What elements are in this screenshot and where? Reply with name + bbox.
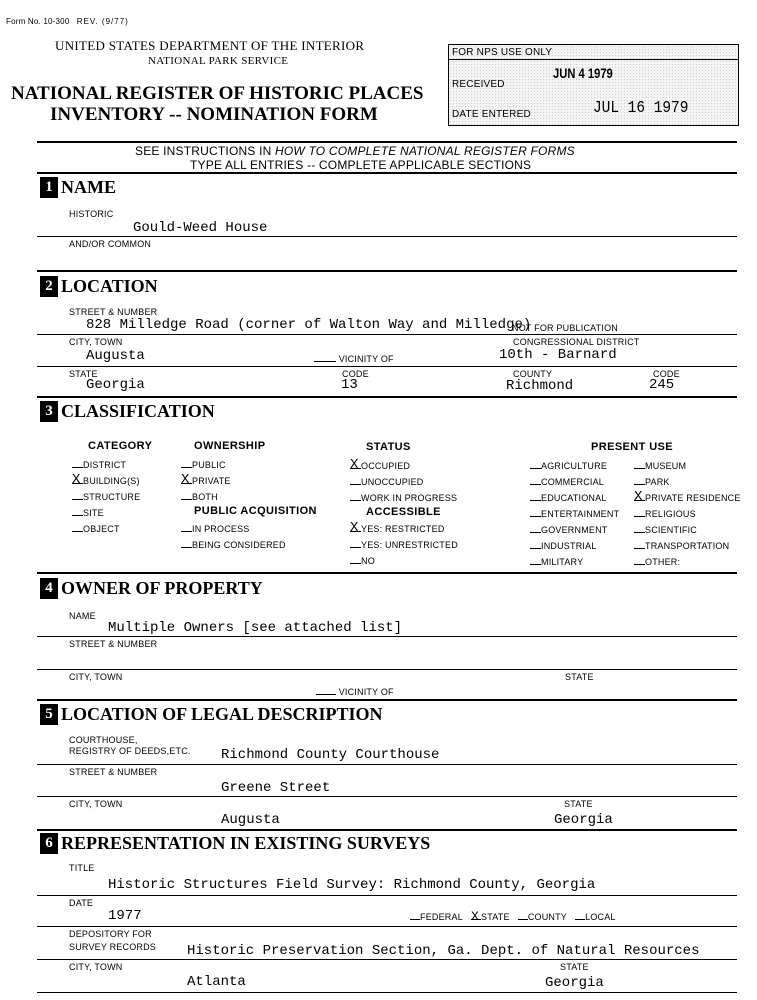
present-use-heading: PRESENT USE	[591, 441, 674, 453]
depository-value: Historic Preservation Section, Ga. Dept. of Natural Resources	[187, 943, 700, 959]
county-value: Richmond	[506, 378, 574, 394]
classification-status-item	[350, 493, 457, 503]
state-option: STATE	[481, 912, 510, 922]
county-code-label: CODE	[653, 369, 680, 379]
federal-option: FEDERAL	[420, 912, 463, 922]
owner-name-label: NAME	[69, 611, 96, 621]
survey-level-options	[410, 909, 616, 924]
state-code-value: 13	[341, 377, 358, 393]
classification-label: MUSEUM	[645, 461, 687, 471]
county-label: COUNTY	[513, 369, 553, 379]
classification-acq-item	[181, 540, 286, 550]
instructions-line2: TYPE ALL ENTRIES -- COMPLETE APPLICABLE SECTIONS	[190, 158, 532, 172]
classification-label: TRANSPORTATION	[645, 541, 730, 551]
owner-state-label: STATE	[565, 672, 594, 682]
date-entered-label: DATE ENTERED	[452, 109, 531, 120]
not-for-publication: NOT FOR PUBLICATION	[512, 323, 618, 333]
category-heading: CATEGORY	[88, 440, 153, 452]
classification-use1-item	[530, 541, 597, 551]
classification-label: YES: UNRESTRICTED	[361, 540, 458, 550]
classification-use1-item	[530, 493, 607, 503]
owner-street-label: STREET & NUMBER	[69, 639, 158, 649]
classification-label: EDUCATIONAL	[541, 493, 607, 503]
local-option: LOCAL	[585, 912, 616, 922]
checkbox-blank	[72, 499, 83, 500]
check-mark: X	[72, 472, 81, 488]
classification-label: GOVERNMENT	[541, 525, 608, 535]
county-code-value: 245	[649, 377, 675, 393]
classification-use2-item	[634, 461, 686, 471]
department-name: UNITED STATES DEPARTMENT OF THE INTERIOR	[55, 38, 365, 53]
checkbox-blank	[530, 564, 541, 565]
classification-label: OTHER:	[645, 557, 681, 567]
classification-acq-item	[181, 524, 250, 534]
classification-label: ENTERTAINMENT	[541, 509, 620, 519]
classification-use1-item	[530, 557, 583, 567]
check-mark: X	[350, 457, 359, 473]
checkbox-blank	[634, 532, 645, 533]
historic-value: Gould-Weed House	[133, 220, 268, 236]
survey-date-label: DATE	[69, 898, 94, 908]
survey-records-label: SURVEY RECORDS	[69, 942, 156, 952]
legal-city-value: Augusta	[221, 812, 280, 828]
classification-label: OBJECT	[83, 524, 120, 534]
classification-label: DISTRICT	[83, 460, 127, 470]
checkbox-blank	[181, 467, 192, 468]
classification-label: WORK IN PROGRESS	[361, 493, 458, 503]
status-heading: STATUS	[366, 441, 411, 453]
classification-cat-item	[72, 472, 140, 488]
code-label: CODE	[342, 369, 369, 379]
classification-label: PRIVATE	[192, 476, 231, 486]
classification-status-item	[350, 457, 411, 473]
checkbox-blank	[181, 472, 192, 488]
survey-state-label: STATE	[560, 962, 589, 972]
check-mark: X	[181, 472, 190, 488]
classification-use2-item	[634, 477, 670, 487]
legal-state-value: Georgia	[554, 812, 613, 828]
classification-label: PUBLIC	[192, 460, 226, 470]
section-5-header: 5 LOCATION OF LEGAL DESCRIPTION	[40, 704, 383, 725]
classification-label: IN PROCESS	[192, 524, 250, 534]
classification-label: UNOCCUPIED	[361, 477, 424, 487]
depository-label: DEPOSITORY FOR	[69, 929, 152, 939]
checkbox-blank	[634, 564, 645, 565]
classification-acc-item	[350, 556, 375, 566]
classification-use1-item	[530, 509, 619, 519]
classification-use2-item	[634, 489, 741, 505]
section-2-header: 2 LOCATION	[40, 276, 158, 297]
checkbox-blank	[350, 547, 361, 548]
state-level-mark: X	[471, 909, 480, 924]
checkbox-blank	[634, 484, 645, 485]
survey-city-value: Atlanta	[187, 974, 246, 990]
form-title: NATIONAL REGISTER OF HISTORIC PLACES	[11, 83, 424, 104]
accessible-heading: ACCESSIBLE	[366, 506, 441, 518]
street-value: 828 Milledge Road (corner of Walton Way and Milledge)	[86, 317, 532, 333]
common-label: AND/OR COMMON	[69, 239, 152, 249]
classification-label: MILITARY	[541, 557, 584, 567]
service-name: NATIONAL PARK SERVICE	[148, 55, 289, 67]
classification-label: OCCUPIED	[361, 461, 411, 471]
congressional-label: CONGRESSIONAL DISTRICT	[513, 337, 640, 347]
section-3-header: 3 CLASSIFICATION	[40, 401, 215, 422]
checkbox-blank	[530, 500, 541, 501]
classification-own-item	[181, 460, 226, 470]
legal-street-value: Greene Street	[221, 780, 331, 796]
classification-use2-item	[634, 509, 696, 519]
checkbox-blank	[181, 499, 192, 500]
check-mark: X	[350, 520, 359, 536]
ownership-heading: OWNERSHIP	[194, 440, 266, 452]
county-option: COUNTY	[527, 912, 568, 922]
classification-status-item	[350, 477, 424, 487]
legal-street-label: STREET & NUMBER	[69, 767, 158, 777]
checkbox-blank	[350, 563, 361, 564]
classification-label: BUILDING(S)	[83, 476, 140, 486]
legal-city-label: CITY, TOWN	[69, 799, 123, 809]
survey-title-label: TITLE	[69, 863, 95, 873]
survey-title-value: Historic Structures Field Survey: Richmond County, Georgia	[108, 877, 596, 893]
checkbox-blank	[72, 467, 83, 468]
owner-name-value: Multiple Owners [see attached list]	[108, 620, 403, 636]
classification-label: INDUSTRIAL	[541, 541, 597, 551]
registry-label: REGISTRY OF DEEDS,ETC.	[69, 746, 191, 756]
section-4-header: 4 OWNER OF PROPERTY	[40, 578, 263, 599]
vicinity-of: VICINITY OF	[314, 354, 394, 364]
checkbox-blank	[72, 472, 83, 488]
classification-label: STRUCTURE	[83, 492, 141, 502]
courthouse-value: Richmond County Courthouse	[221, 747, 440, 763]
classification-label: RELIGIOUS	[645, 509, 696, 519]
section-6-header: 6 REPRESENTATION IN EXISTING SURVEYS	[40, 833, 430, 854]
classification-cat-item	[72, 524, 120, 534]
classification-use1-item	[530, 461, 607, 471]
checkbox-blank	[530, 468, 541, 469]
city-value: Augusta	[86, 348, 145, 364]
checkbox-blank	[350, 500, 361, 501]
classification-label: NO	[361, 556, 375, 566]
form-number: Form No. 10-300 REV. (9/77)	[6, 17, 129, 26]
classification-use2-item	[634, 525, 697, 535]
classification-label: SITE	[83, 508, 104, 518]
classification-label: YES: RESTRICTED	[361, 524, 445, 534]
street-label: STREET & NUMBER	[69, 307, 158, 317]
classification-cat-item	[72, 508, 104, 518]
classification-use2-item	[634, 541, 729, 551]
checkbox-blank	[72, 515, 83, 516]
classification-acc-item	[350, 520, 445, 536]
check-mark: X	[634, 489, 643, 505]
checkbox-blank	[72, 531, 83, 532]
nps-use-box	[448, 44, 739, 126]
classification-use2-item	[634, 557, 680, 567]
classification-acc-item	[350, 540, 458, 550]
checkbox-blank	[181, 547, 192, 548]
survey-city-label: CITY, TOWN	[69, 962, 123, 972]
checkbox-blank	[634, 468, 645, 469]
legal-state-label: STATE	[564, 799, 593, 809]
checkbox-blank	[181, 531, 192, 532]
checkbox-blank	[634, 548, 645, 549]
classification-label: BOTH	[192, 492, 218, 502]
state-label: STATE	[69, 369, 98, 379]
owner-vicinity-of: VICINITY OF	[316, 687, 394, 697]
classification-label: COMMERCIAL	[541, 477, 605, 487]
classification-cat-item	[72, 460, 126, 470]
classification-label: PARK	[645, 477, 670, 487]
received-label: RECEIVED	[452, 79, 505, 90]
classification-label: PRIVATE RESIDENCE	[645, 493, 741, 503]
classification-use1-item	[530, 525, 608, 535]
classification-label: AGRICULTURE	[541, 461, 608, 471]
classification-use1-item	[530, 477, 604, 487]
checkbox-blank	[350, 457, 361, 473]
checkbox-blank	[530, 484, 541, 485]
checkbox-blank	[530, 532, 541, 533]
checkbox-blank	[350, 484, 361, 485]
date-entered-stamp: JUL 16 1979	[593, 99, 689, 118]
instructions-line1: SEE INSTRUCTIONS IN HOW TO COMPLETE NATIONAL REGISTER FORMS	[135, 144, 575, 158]
public-acquisition-heading: PUBLIC ACQUISITION	[194, 505, 317, 517]
classification-label: BEING CONSIDERED	[192, 540, 286, 550]
owner-city-label: CITY, TOWN	[69, 672, 123, 682]
state-value: Georgia	[86, 377, 145, 393]
city-label: CITY, TOWN	[69, 337, 123, 347]
congressional-value: 10th - Barnard	[499, 347, 617, 363]
historic-label: HISTORIC	[69, 209, 114, 219]
section-1-header: 1 NAME	[40, 177, 116, 198]
checkbox-blank	[350, 520, 361, 536]
checkbox-blank	[530, 516, 541, 517]
classification-own-item	[181, 492, 218, 502]
checkbox-blank	[634, 489, 645, 505]
survey-state-value: Georgia	[545, 975, 604, 991]
classification-cat-item	[72, 492, 140, 502]
classification-label: SCIENTIFIC	[645, 525, 698, 535]
classification-own-item	[181, 472, 231, 488]
checkbox-blank	[634, 516, 645, 517]
form-subtitle: INVENTORY -- NOMINATION FORM	[50, 104, 378, 125]
survey-date-value: 1977	[108, 908, 142, 924]
courthouse-label: COURTHOUSE,	[69, 735, 138, 745]
checkbox-blank	[530, 548, 541, 549]
nps-heading: FOR NPS USE ONLY	[452, 47, 553, 58]
received-stamp: JUN 4 1979	[553, 65, 613, 81]
